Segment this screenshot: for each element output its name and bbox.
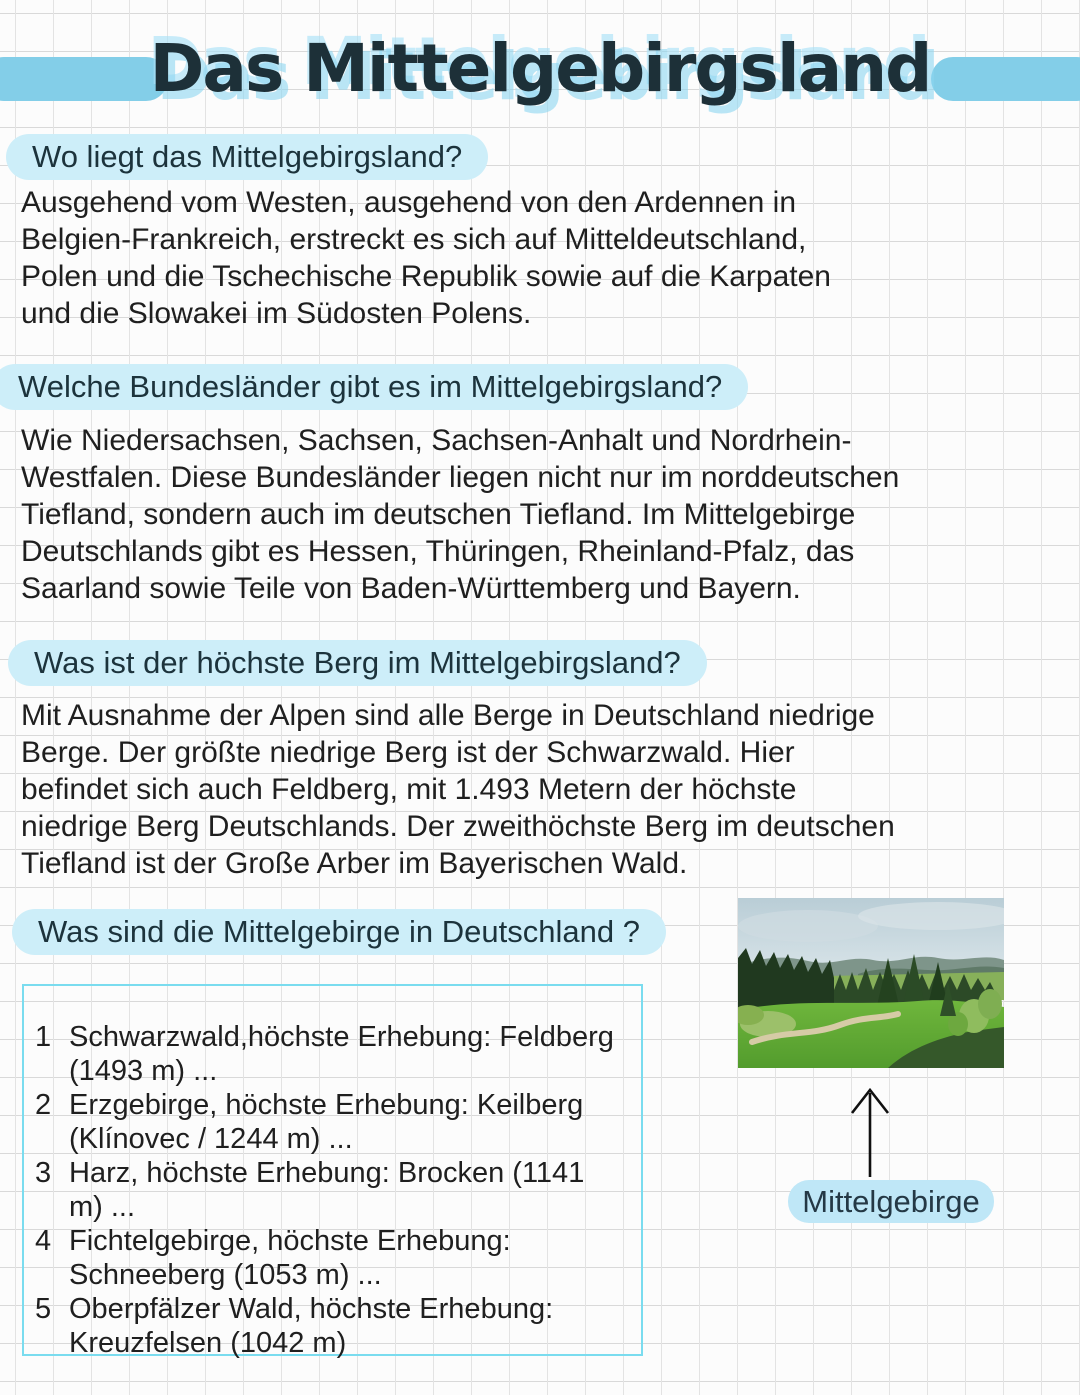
section-heading-where-is: Wo liegt das Mittelgebirgsland? — [6, 134, 488, 180]
list-item — [24, 1224, 641, 1292]
list-item-text: Oberpfälzer Wald, höchste Erhebung: Kreuzfelsen (1042 m) — [69, 1293, 554, 1359]
section-heading-hoechster-berg: Was ist der höchste Berg im Mittelgebirgsland? — [8, 640, 707, 686]
list-item-number: 5 — [35, 1293, 52, 1325]
title-decoration-right-pill — [931, 57, 1080, 101]
list-item — [24, 1020, 641, 1088]
up-arrow — [845, 1085, 895, 1180]
page-title: Das Mittelgebirgsland — [149, 29, 931, 107]
list-item — [24, 1156, 641, 1224]
paragraph-bundeslaender: Wie Niedersachsen, Sachsen, Sachsen-Anhalt und Nordrhein- Westfalen. Diese Bundesländer liegen nicht nur im norddeutschen Tiefland, sondern auch im deutschen Tiefland. Im Mittelgebirge Deutschlands gibt es Hessen, Thüringen, Rheinland-Pfalz, das Saarland sowie Teile von Baden-Württemberg und Bayern. — [21, 424, 900, 605]
section-heading-mittelgebirge-list: Was sind die Mittelgebirge in Deutschland ? — [12, 909, 666, 955]
photo-caption: Mittelgebirge — [788, 1180, 994, 1223]
mittelgebirge-photo — [738, 898, 1004, 1068]
mittelgebirge-list-box — [22, 984, 643, 1359]
list-item-text: Erzgebirge, höchste Erhebung: Keilberg (Klínovec / 1244 m) ... — [69, 1089, 584, 1155]
list-item — [24, 1088, 641, 1156]
paragraph-hoechster-berg: Mit Ausnahme der Alpen sind alle Berge in Deutschland niedrige Berge. Der größte niedrige Berg ist der Schwarzwald. Hier befindet sich auch Feldberg, mit 1.493 Metern der höchste niedrige Berg Deutschlands. Der zweithöchste Berg im deutschen Tiefland ist der Große Arber im Bayerischen Wald. — [21, 699, 895, 880]
list-item — [24, 1292, 641, 1360]
list-item-text: Fichtelgebirge, höchste Erhebung: Schneeberg (1053 m) ... — [69, 1225, 511, 1291]
list-item-number: 2 — [35, 1089, 52, 1121]
list-item-number: 1 — [35, 1021, 52, 1053]
list-item-text: Schwarzwald,höchste Erhebung: Feldberg (1493 m) ... — [69, 1021, 614, 1087]
section-heading-bundeslaender: Welche Bundesländer gibt es im Mittelgebirgsland? — [0, 364, 748, 410]
list-item-number: 3 — [35, 1157, 52, 1189]
paragraph-where-is: Ausgehend vom Westen, ausgehend von den Ardennen in Belgien-Frankreich, erstreckt es sich auf Mitteldeutschland, Polen und die Tschechische Republik sowie auf die Karpaten und die Slowakei im Südosten Polens. — [21, 186, 831, 330]
list-item-number: 4 — [35, 1225, 52, 1257]
list-item-text: Harz, höchste Erhebung: Brocken (1141 m) ... — [69, 1157, 585, 1223]
